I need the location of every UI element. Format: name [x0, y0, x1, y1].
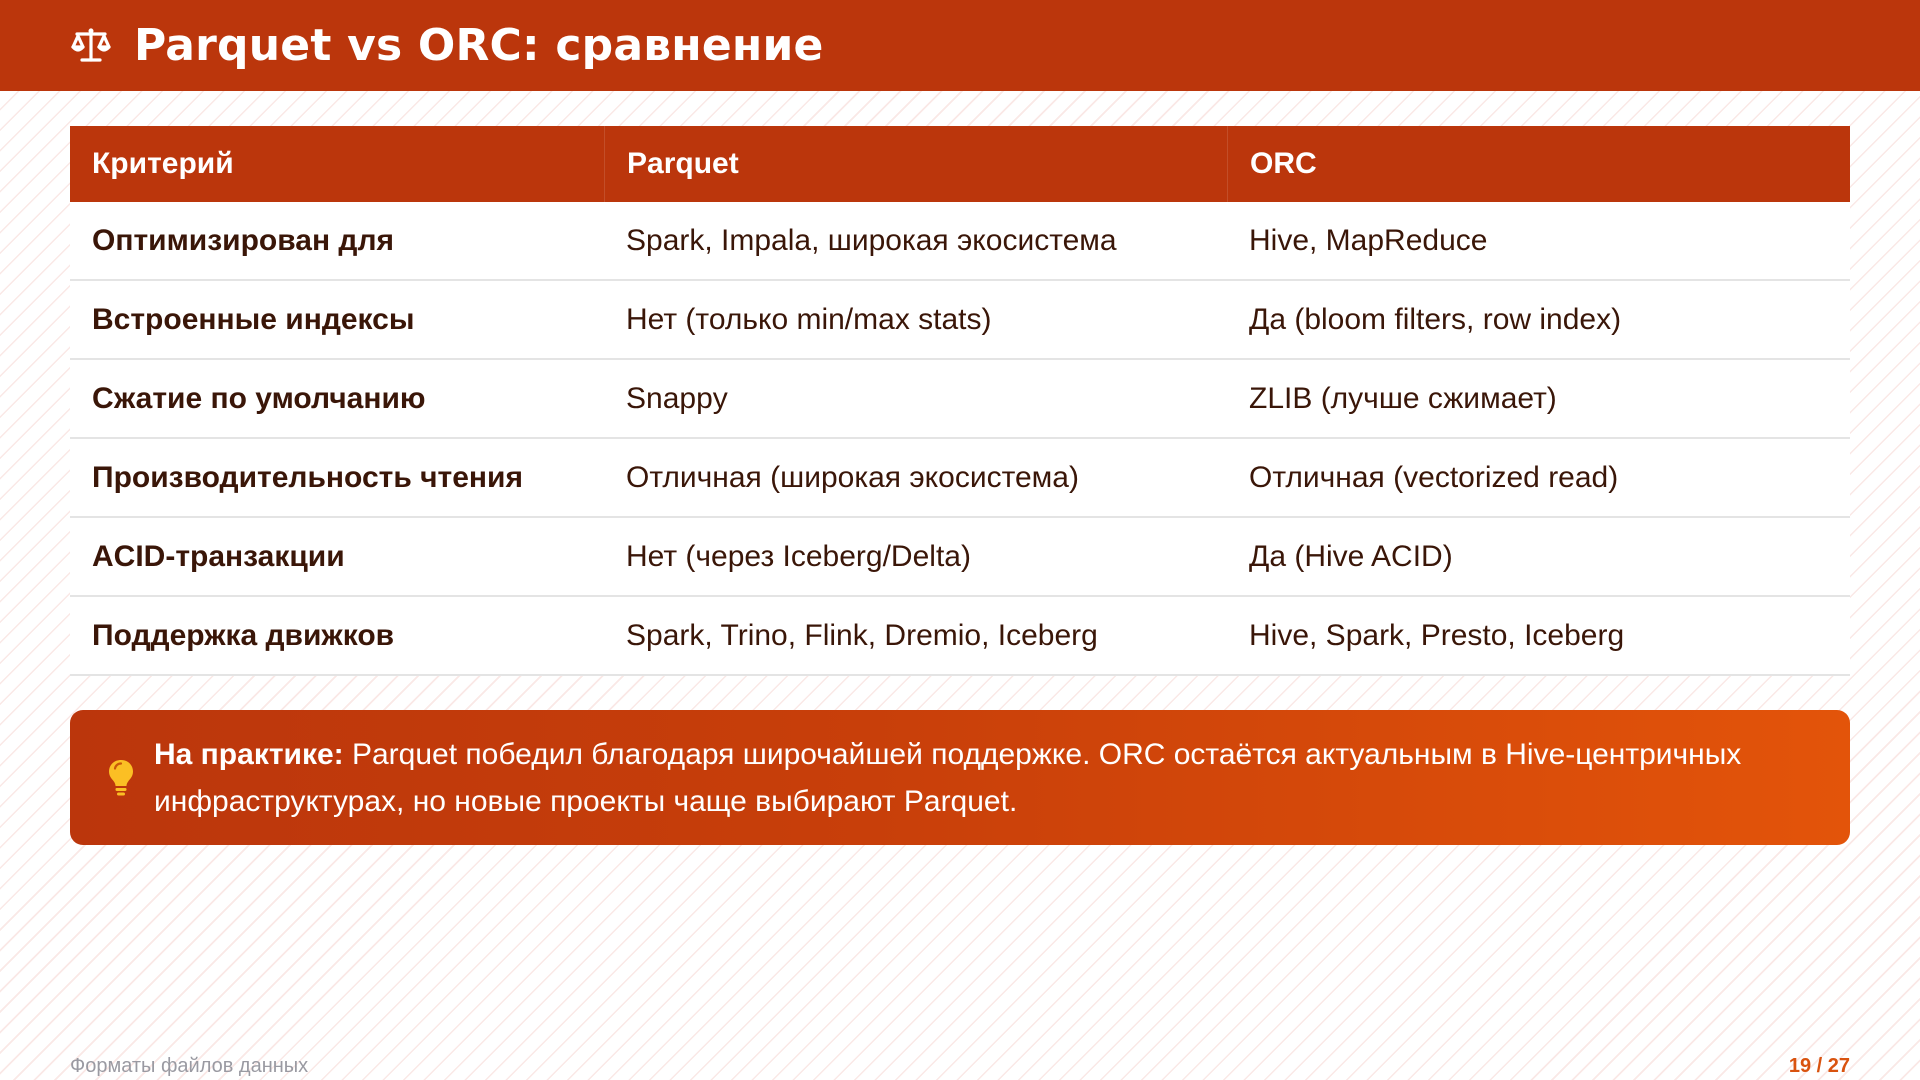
criterion-cell: ACID-транзакции: [92, 539, 345, 573]
parquet-cell: Spark, Trino, Flink, Dremio, Iceberg: [626, 618, 1098, 652]
slide-header: [0, 0, 1920, 91]
parquet-cell: Нет (только min/max stats): [626, 302, 992, 336]
table-row: [70, 439, 1850, 518]
table-row: [70, 597, 1850, 676]
column-header-orc: ORC: [1227, 126, 1850, 202]
orc-cell: Да (Hive ACID): [1249, 539, 1453, 573]
parquet-cell: Отличная (широкая экосистема): [626, 460, 1079, 494]
orc-cell: Да (bloom filters, row index): [1249, 302, 1622, 336]
practice-callout: [70, 710, 1850, 845]
callout-body: Parquet победил благодаря широчайшей поддержке. ORC остаётся актуальным в Hive-центричных инфраструктурах, но новые проекты чаще выбирают Parquet.: [154, 737, 1742, 818]
callout-lead: На практике:: [154, 737, 344, 771]
slide-title: Parquet vs ORC: сравнение: [134, 20, 824, 71]
table-row: [70, 360, 1850, 439]
criterion-cell: Встроенные индексы: [92, 302, 415, 336]
callout-text: [154, 731, 1810, 825]
orc-cell: ZLIB (лучше сжимает): [1249, 381, 1557, 415]
parquet-cell: Snappy: [626, 381, 728, 415]
column-header-parquet: Parquet: [604, 126, 1227, 202]
parquet-cell: Spark, Impala, широкая экосистема: [626, 223, 1117, 257]
orc-cell: Hive, Spark, Presto, Iceberg: [1249, 618, 1625, 652]
comparison-table: [70, 126, 1850, 676]
table-header-row: [70, 126, 1850, 202]
footer-section-title: Форматы файлов данных: [70, 1055, 309, 1077]
page-number: 19 / 27: [1788, 1055, 1850, 1077]
criterion-cell: Производительность чтения: [92, 460, 523, 494]
table-row: [70, 281, 1850, 360]
orc-cell: Hive, MapReduce: [1249, 223, 1488, 257]
parquet-cell: Нет (через Iceberg/Delta): [626, 539, 971, 573]
criterion-cell: Сжатие по умолчанию: [92, 381, 426, 415]
table-row: [70, 202, 1850, 281]
balance-scale-icon: [70, 25, 112, 67]
lightbulb-icon: [106, 758, 136, 798]
column-header-criterion: Критерий: [92, 147, 234, 180]
criterion-cell: Поддержка движков: [92, 618, 395, 652]
orc-cell: Отличная (vectorized read): [1249, 460, 1619, 494]
table-row: [70, 518, 1850, 597]
criterion-cell: Оптимизирован для: [92, 223, 395, 257]
